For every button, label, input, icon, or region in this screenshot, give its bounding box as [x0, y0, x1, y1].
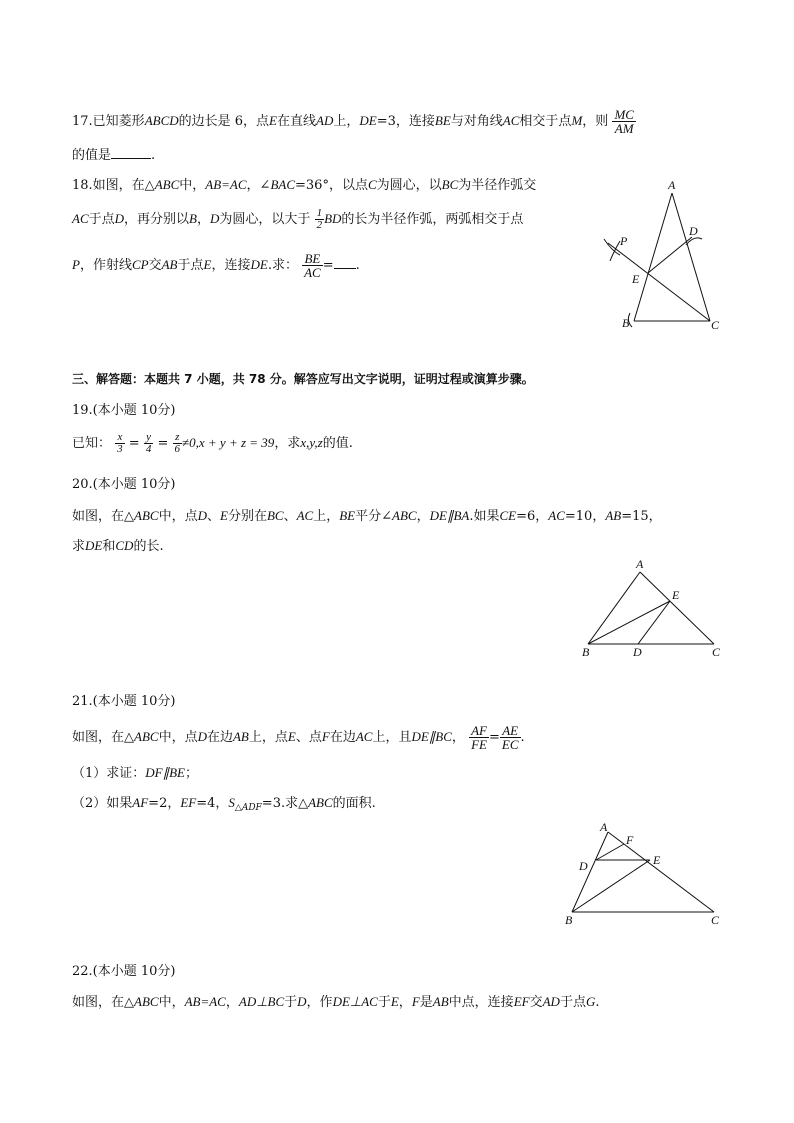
q22-text: 于点 — [559, 995, 586, 1010]
q21-eq: = — [488, 730, 500, 745]
q17-text: ，则 — [582, 114, 609, 129]
q18-text: =36°，以点 — [295, 178, 368, 193]
q17-e: E — [269, 113, 277, 128]
q21-text: 上，点 — [248, 730, 288, 745]
q20-abc: ABC — [134, 508, 159, 523]
q21-label-a: A — [600, 820, 608, 834]
q17-text: 上， — [333, 114, 360, 129]
q17-frac-den: AM — [614, 121, 634, 136]
q18-label-d: D — [689, 224, 698, 238]
q20-ac: AC — [548, 508, 565, 523]
q18-fraction — [302, 252, 323, 279]
q19-z: z — [173, 432, 183, 444]
q22-de-ac: DE⊥AC — [332, 994, 378, 1009]
q18-text: 于点 — [88, 212, 115, 227]
q19-frac-y — [144, 432, 154, 455]
q20-label-e: E — [672, 588, 680, 602]
q21-abc: ABC — [308, 795, 333, 810]
q19-frac-z — [173, 432, 183, 455]
q18-text: ，∠ — [246, 178, 271, 193]
q21-text: 的面积. — [332, 796, 376, 811]
q21-e: E — [287, 729, 296, 744]
q18-line3 — [72, 252, 360, 279]
q20-abc: ABC — [392, 508, 417, 523]
q18-ab-ac: AB=AC — [205, 177, 247, 192]
q21-df-be: DF∥BE — [145, 765, 185, 780]
q22-text: ， — [398, 995, 412, 1010]
q21-d: D — [197, 729, 207, 744]
q20-text: 求 — [72, 539, 86, 554]
q18-text: .求： — [267, 258, 298, 273]
q18-text: ， — [197, 212, 211, 227]
q22-f: F — [411, 994, 420, 1009]
q21-text: （2）如果 — [72, 796, 133, 811]
q18-side-ac — [672, 193, 710, 321]
q21-text: =4， — [196, 796, 229, 811]
q18-label-b: B — [622, 316, 630, 330]
q17-fraction — [612, 108, 636, 135]
q20-text: =10， — [564, 509, 606, 524]
q19-text: 的值. — [322, 436, 353, 451]
q19-text: 已知： — [72, 436, 112, 451]
q20-ab: AB — [605, 508, 622, 523]
q21-text: （1）求证： — [72, 766, 146, 781]
q18-frac-num: BE — [302, 252, 323, 266]
q18-label-c: C — [711, 318, 720, 332]
q22-text: 交 — [529, 995, 543, 1010]
q18-ac: AC — [72, 211, 89, 226]
q18-abc: ABC — [154, 177, 180, 192]
q17-text: 相交于点 — [519, 114, 572, 129]
q20-label-c: C — [712, 645, 721, 659]
q18-p: P — [72, 257, 80, 272]
q17-text: 在直线 — [277, 114, 317, 129]
q20-figure — [578, 558, 728, 664]
q20-text: 和 — [102, 539, 116, 554]
q20-text: 中，点 — [158, 509, 198, 524]
q20-ac: AC — [296, 508, 314, 523]
q18-bd: BD — [324, 211, 342, 226]
q19-expr: ≠0,x + y + z = 39 — [182, 435, 275, 450]
q22-text: 中， — [158, 995, 185, 1010]
q20-d: D — [197, 508, 207, 523]
q22-ab: AB — [432, 994, 449, 1009]
q20-text: .如果 — [469, 509, 500, 524]
q17-m: M — [571, 113, 583, 128]
q17-text: 的边长是 6，点 — [178, 114, 270, 129]
q18-c: C — [367, 177, 377, 192]
q19-xyz: x,y,z — [300, 435, 323, 450]
q18-text: 于点 — [177, 258, 204, 273]
q19-line1: 已知： $\frac{x}{3}$ = $\frac{y}{4}$ = $\frac{z}{6}$ ≠0,x + y + z = 39，求x,y,z的值. — [72, 431, 353, 455]
q20-ce: CE — [499, 508, 517, 523]
q21-frac-ae-ec — [500, 724, 521, 751]
q21-frac2-num: AE — [500, 724, 521, 738]
q22-ad: AD — [542, 994, 560, 1009]
q17-text: 的值是 — [72, 148, 112, 163]
q19-x: x — [115, 432, 125, 444]
q22-text: 于 — [377, 995, 391, 1010]
q21-label-d: D — [579, 859, 588, 873]
q22-text: 中点，连接 — [448, 995, 514, 1010]
q20-title: 20.(本小题 10分) — [72, 477, 176, 492]
q17-be: BE — [434, 113, 451, 128]
q20-text: =15， — [621, 509, 662, 524]
q18-b: B — [189, 211, 197, 226]
q18-de: DE — [250, 257, 268, 272]
q21-line1 — [72, 724, 525, 751]
q17-frac-num: MC — [614, 107, 634, 122]
q19-den3: 3 — [117, 443, 123, 455]
q22-e: E — [390, 994, 399, 1009]
q21-part2 — [72, 794, 376, 817]
q22-text: 是 — [419, 995, 433, 1010]
q19-den6: 6 — [174, 443, 180, 455]
q18-half-num: 1 — [316, 207, 323, 219]
q22-text: 于 — [284, 995, 298, 1010]
q18-ray-cp — [608, 243, 710, 321]
q21-label-f: F — [626, 833, 634, 847]
q18-seg-de — [648, 237, 692, 273]
q22-text: ， — [225, 995, 239, 1010]
q18-line1 — [72, 176, 536, 195]
q21-text: . — [520, 730, 525, 745]
q18-side-ab — [634, 193, 672, 321]
q17-text: 与对角线 — [450, 114, 503, 129]
q20-text: 的长. — [133, 539, 164, 554]
q18-frac-den: AC — [304, 265, 321, 280]
q20-label-a: A — [636, 557, 644, 571]
q20-de-ba: DE∥BA — [429, 508, 470, 523]
q20-cd: CD — [115, 538, 134, 553]
q20-text: 、 — [283, 509, 297, 524]
q18-text: 中， — [179, 178, 206, 193]
q21-part1 — [72, 764, 198, 783]
q18-eq: = — [322, 258, 334, 273]
q21-frac1-den: FE — [471, 737, 487, 752]
q21-text: ， — [451, 730, 465, 745]
q18-half-den: 2 — [316, 219, 323, 231]
q20-label-b: B — [582, 645, 590, 659]
q21-text: 如图，在△ — [72, 730, 134, 745]
q21-label-b: B — [565, 913, 573, 927]
q18-cp: CP — [131, 257, 149, 272]
q20-text: 平分∠ — [355, 509, 393, 524]
q18-d: D — [114, 211, 125, 226]
q21-text: =3.求△ — [261, 796, 309, 811]
q20-be: BE — [339, 508, 356, 523]
q22-d: D — [297, 994, 307, 1009]
q22-abc: ABC — [134, 994, 159, 1009]
q18-text: ，作射线 — [79, 258, 132, 273]
q22-text: 如图，在△ — [72, 995, 134, 1010]
q18-label-p: P — [620, 234, 628, 248]
q17-ad: AD — [316, 113, 334, 128]
q21-seg-df — [596, 844, 624, 860]
q17-text: =3，连接 — [376, 114, 435, 129]
q18-text: 的长为半径作弧，两弧相交于点 — [341, 212, 524, 227]
q20-line1 — [72, 507, 662, 526]
q22-g: G — [585, 994, 596, 1009]
q21-s-sub: △ADF — [234, 803, 262, 813]
q18-d: D — [210, 211, 220, 226]
q21-f: F — [321, 729, 330, 744]
q18-e: E — [203, 257, 212, 272]
q20-text: ， — [416, 509, 430, 524]
q18-answer-blank — [334, 256, 356, 269]
q18-text: 为圆心，以大于 — [219, 212, 311, 227]
q20-text: 如图，在△ — [72, 509, 134, 524]
q18-text: ，再分别以 — [124, 212, 190, 227]
q21-text: 在边 — [329, 730, 356, 745]
q17-text: . — [151, 148, 156, 163]
q19-frac-x — [115, 432, 125, 455]
q21-label-c: C — [711, 913, 720, 927]
q22-ad-bc: AD⊥BC — [238, 994, 285, 1009]
q19-title: 19.(本小题 10分) — [72, 403, 176, 418]
q20-side-ac — [640, 572, 714, 644]
q18-bc: BC — [441, 177, 459, 192]
q18-text: 为圆心，以 — [376, 178, 442, 193]
q18-text: ，连接 — [211, 258, 251, 273]
q22-line1 — [72, 993, 599, 1012]
q18-figure — [590, 175, 730, 335]
q19-den4: 4 — [145, 443, 152, 455]
q17-text: 17.已知菱形 — [72, 114, 145, 129]
q18-text: . — [355, 258, 360, 273]
q22-ab-ac: AB=AC — [184, 994, 226, 1009]
q18-ab: AB — [161, 257, 178, 272]
q22-text: ，作 — [306, 995, 333, 1010]
q20-side-ab — [588, 572, 640, 644]
q18-half-fraction — [315, 208, 325, 231]
q17-line2 — [72, 146, 155, 165]
q18-line2 — [72, 208, 523, 231]
q17-line1 — [72, 108, 636, 135]
q19-y: y — [144, 432, 154, 444]
q20-bc: BC — [266, 508, 284, 523]
q18-bac: BAC — [270, 177, 296, 192]
q18-text: 为半径作弧交 — [458, 178, 537, 193]
q21-text: ； — [185, 766, 199, 781]
q21-text: 在边 — [206, 730, 233, 745]
q21-frac-af-fe — [469, 724, 489, 751]
q21-ac: AC — [355, 729, 373, 744]
q21-frac2-den: EC — [501, 737, 519, 752]
q21-title: 21.(本小题 10分) — [72, 694, 176, 709]
q21-text: 中，点 — [158, 730, 198, 745]
q18-arc-p1 — [604, 239, 620, 255]
q21-de-bc: DE∥BC — [411, 729, 452, 744]
q21-text: 上，且 — [372, 730, 412, 745]
q18-text: 交 — [148, 258, 162, 273]
q18-arc-d — [686, 238, 702, 245]
q22-text: . — [595, 995, 600, 1010]
q21-abc: ABC — [134, 729, 159, 744]
q20-e: E — [219, 508, 228, 523]
q21-text: =2， — [148, 796, 181, 811]
q20-line2 — [72, 537, 164, 556]
q21-text: 、点 — [295, 730, 322, 745]
q20-text: 上， — [313, 509, 340, 524]
q21-frac1-num: AF — [471, 723, 487, 738]
q21-ef: EF — [180, 795, 197, 810]
q21-label-e: E — [653, 853, 661, 867]
q17-answer-blank — [111, 146, 151, 159]
q20-text: 分别在 — [227, 509, 267, 524]
q21-ab: AB — [232, 729, 249, 744]
q20-text: 、 — [206, 509, 220, 524]
q17-abcd: ABCD — [144, 113, 179, 128]
q20-de: DE — [85, 538, 103, 553]
q19-text: ，求 — [274, 436, 301, 451]
q18-label-e: E — [632, 272, 640, 286]
q21-af: AF — [132, 795, 149, 810]
q21-s: S — [228, 795, 235, 810]
q17-de: DE — [359, 113, 377, 128]
q20-text: =6， — [516, 509, 549, 524]
q18-text: 18.如图，在△ — [72, 178, 155, 193]
q22-title: 22.(本小题 10分) — [72, 964, 176, 979]
q17-ac: AC — [502, 113, 520, 128]
q21-figure — [562, 820, 732, 930]
q20-label-d: D — [633, 645, 642, 659]
q18-label-a: A — [668, 178, 676, 192]
q22-ef: EF — [513, 994, 530, 1009]
section-3-heading: 三、解答题：本题共 7 小题，共 78 分。解答应写出文字说明，证明过程或演算步骤。 — [72, 372, 534, 386]
q20-seg-de — [638, 601, 670, 644]
q20-seg-be — [588, 601, 670, 644]
